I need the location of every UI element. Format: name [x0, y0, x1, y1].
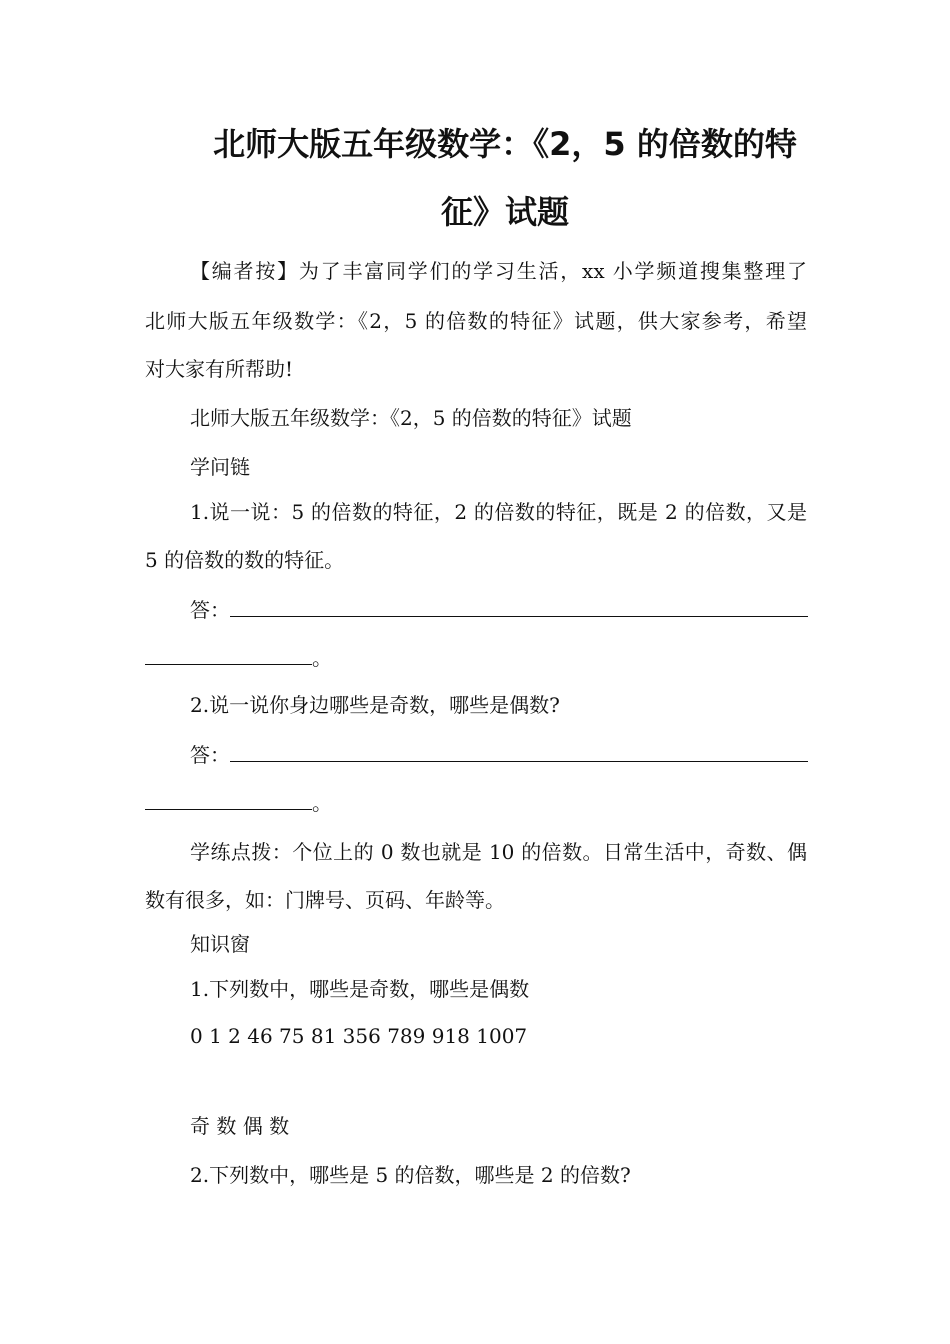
document-title-line-1: 北师大版五年级数学：《2，5 的倍数的特 — [213, 125, 797, 163]
answer-1-blank-short[interactable] — [145, 646, 312, 665]
document-title-line-2: 征》试题 — [440, 193, 569, 231]
answer-1-end: 。 — [312, 646, 332, 670]
number-list: 0 1 2 46 75 81 356 789 918 1007 — [190, 1024, 528, 1048]
section-heading-zhishichuang: 知识窗 — [190, 932, 250, 956]
answer-2-label: 答： — [190, 743, 230, 767]
answer-2-line-2 — [145, 789, 332, 817]
subtitle: 北师大版五年级数学：《2，5 的倍数的特征》试题 — [190, 406, 632, 430]
answer-2-blank-short[interactable] — [145, 791, 312, 810]
tip-line-1: 学练点拨：个位上的 0 数也就是 10 的倍数。日常生活中，奇数、偶 — [190, 840, 807, 864]
knowledge-question-1: 1.下列数中，哪些是奇数，哪些是偶数 — [190, 977, 530, 1001]
answer-1-line-1 — [190, 596, 808, 624]
answer-1-blank-long[interactable] — [230, 598, 808, 617]
question-1-line-2: 5 的倍数的数的特征。 — [145, 548, 345, 572]
answer-1-line-2 — [145, 644, 332, 672]
answer-2-blank-long[interactable] — [230, 743, 808, 762]
question-2: 2.说一说你身边哪些是奇数，哪些是偶数? — [190, 693, 560, 717]
intro-line-2: 北师大版五年级数学：《2，5 的倍数的特征》试题，供大家参考，希望 — [145, 309, 807, 333]
knowledge-question-2: 2.下列数中，哪些是 5 的倍数，哪些是 2 的倍数? — [190, 1163, 631, 1187]
answer-1-label: 答： — [190, 598, 230, 622]
odd-even-labels: 奇 数 偶 数 — [190, 1114, 290, 1138]
section-heading-xuewenlian: 学问链 — [190, 455, 250, 479]
answer-2-end: 。 — [312, 791, 332, 815]
question-1-line-1: 1.说一说：5 的倍数的特征，2 的倍数的特征，既是 2 的倍数，又是 — [190, 500, 807, 524]
tip-line-2: 数有很多，如：门牌号、页码、年龄等。 — [145, 888, 505, 912]
intro-line-1: 【编者按】为了丰富同学们的学习生活，xx 小学频道搜集整理了 — [190, 259, 807, 283]
answer-2-line-1 — [190, 741, 808, 769]
intro-line-3: 对大家有所帮助! — [145, 357, 294, 381]
